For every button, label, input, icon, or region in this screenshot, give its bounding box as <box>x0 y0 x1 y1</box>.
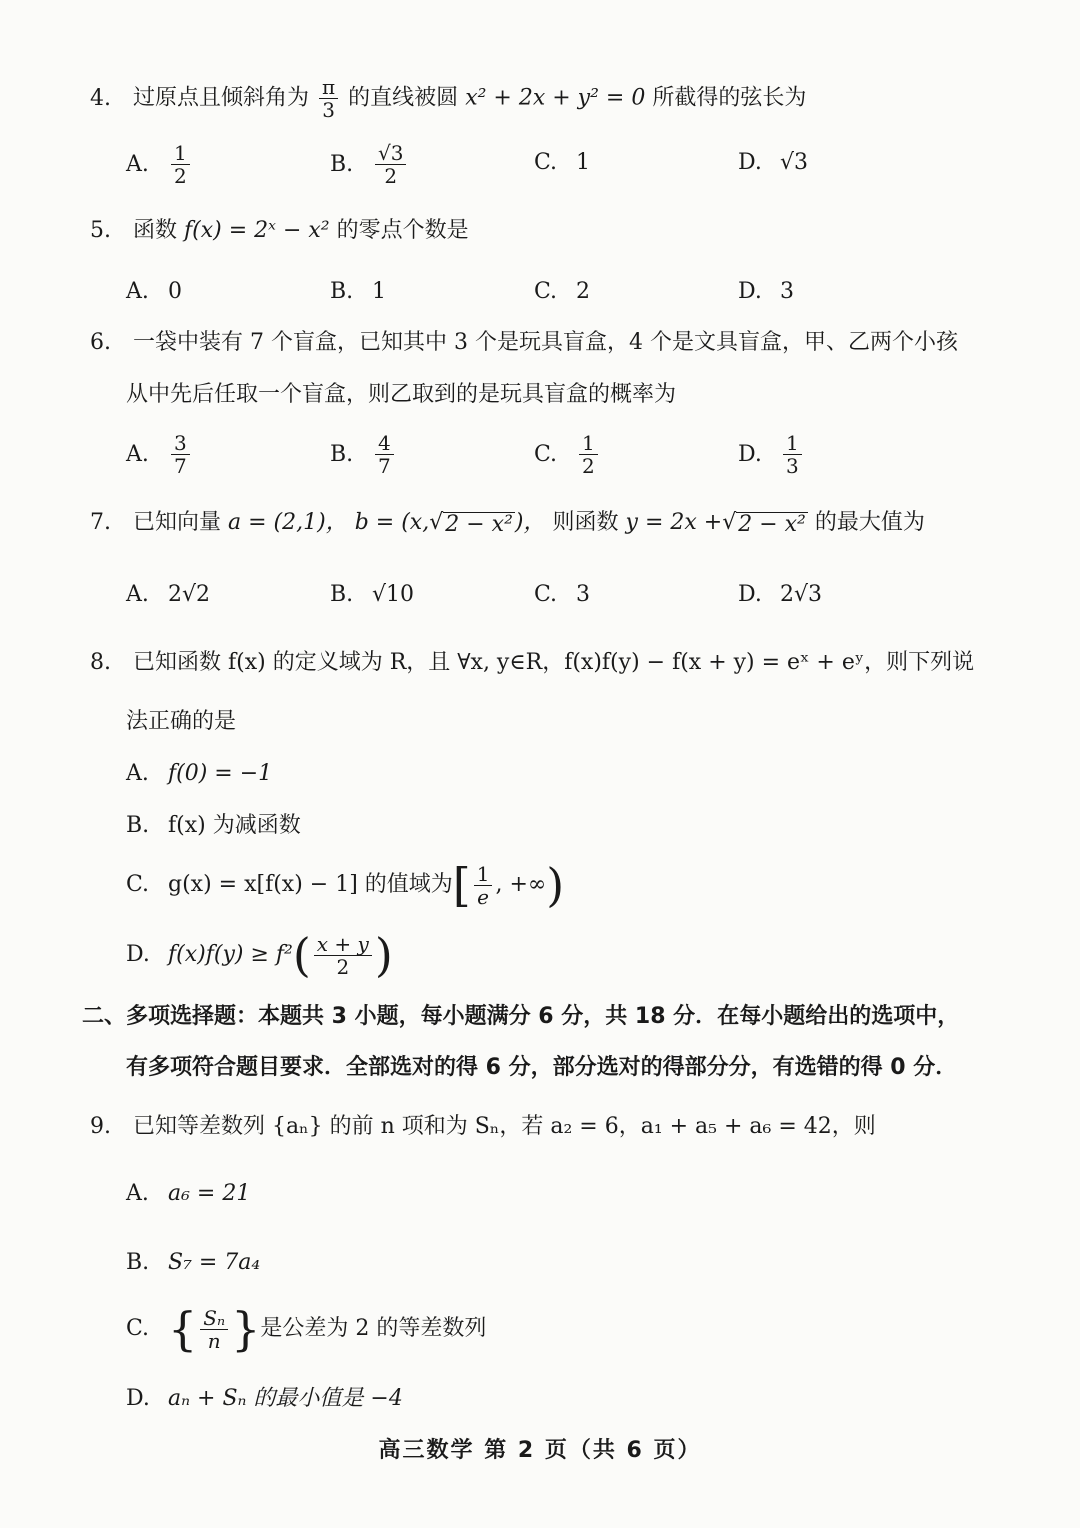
option-label: B. <box>126 1250 150 1275</box>
option-label: D. <box>126 942 150 967</box>
vector-b-start: b = (x, <box>354 510 430 535</box>
option-text: f(x)f(y) ≥ f² <box>168 942 293 967</box>
option-4d <box>738 148 808 178</box>
question-stem-part: 则函数 <box>552 510 619 535</box>
option-text: 2√2 <box>168 582 211 607</box>
sqrt-expression: √ 2 − x² <box>429 509 513 537</box>
function-start: y = 2x + <box>625 510 723 535</box>
option-label: B. <box>330 151 354 177</box>
option-text: f(x) 为减函数 <box>168 813 301 838</box>
option-text: √10 <box>372 582 415 607</box>
left-bracket: [ <box>452 858 471 912</box>
left-paren: ( <box>292 928 311 982</box>
fraction-denominator: 7 <box>378 454 391 478</box>
question-number: 6. <box>90 330 111 355</box>
option-4c <box>534 148 590 178</box>
question-number: 4. <box>90 85 111 111</box>
option-fraction <box>314 933 372 978</box>
option-8a <box>126 759 272 789</box>
fraction-denominator: 2 <box>582 454 595 478</box>
option-label: D. <box>738 279 762 304</box>
question-9 <box>90 1112 876 1142</box>
option-5a <box>126 277 182 307</box>
option-text: √3 <box>780 150 809 175</box>
option-label: A. <box>126 441 149 467</box>
fraction-numerator: 1 <box>474 863 493 886</box>
option-fraction <box>579 432 598 477</box>
right-paren: ) <box>546 858 565 912</box>
question-number: 5. <box>90 218 111 243</box>
option-label: A. <box>126 761 149 786</box>
option-text: 2√3 <box>780 582 823 607</box>
option-5b <box>330 277 386 307</box>
option-9d <box>126 1384 403 1414</box>
fraction-denominator: 3 <box>786 454 799 478</box>
option-4a <box>126 142 193 187</box>
option-fraction <box>375 432 394 477</box>
question-8-continuation: 法正确的是 <box>126 709 237 734</box>
question-6-continuation: 从中先后任取一个盲盒，则乙取到的是玩具盲盒的概率为 <box>126 382 677 407</box>
option-text: aₙ + Sₙ 的最小值是 −4 <box>168 1386 403 1411</box>
question-stem: 一袋中装有 7 个盲盒，已知其中 3 个是玩具盲盒，4 个是文具盲盒，甲、乙两个小孩 <box>133 330 958 355</box>
option-label: D. <box>738 441 762 467</box>
left-brace: { <box>168 1302 198 1356</box>
option-label: D. <box>738 150 762 175</box>
page-footer: 高三数学 第 2 页（共 6 页） <box>378 1438 702 1463</box>
option-label: C. <box>534 150 558 175</box>
option-label: A. <box>126 1181 149 1206</box>
option-text: 3 <box>780 279 794 304</box>
fraction-pi-over-3 <box>319 76 338 121</box>
question-stem: 已知函数 f(x) 的定义域为 R，且 ∀x, y∈R，f(x)f(y) − f(x + y) = eˣ + eʸ，则下列说 <box>133 650 975 675</box>
question-stem-part: 的最大值为 <box>814 510 925 535</box>
option-label: A. <box>126 279 149 304</box>
question-number: 9. <box>90 1114 111 1139</box>
question-7 <box>90 508 925 538</box>
fraction-numerator: 3 <box>171 432 190 455</box>
option-label: C. <box>534 441 558 467</box>
option-label: C. <box>126 872 150 897</box>
vector-b-end: )， <box>514 510 546 535</box>
option-6a <box>126 432 193 477</box>
option-fraction <box>171 142 190 187</box>
option-5c <box>534 277 590 307</box>
option-label: B. <box>126 813 150 838</box>
option-text: 1 <box>576 150 590 175</box>
option-9c <box>126 1302 487 1356</box>
question-8 <box>90 648 974 678</box>
radicand: 2 − x² <box>738 511 806 537</box>
option-8b <box>126 811 301 841</box>
question-stem: 已知等差数列 {aₙ} 的前 n 项和为 Sₙ，若 a₂ = 6，a₁ + a₅ + a₆ = 42，则 <box>133 1114 876 1139</box>
fraction-numerator: x + y <box>314 933 372 956</box>
question-5 <box>90 216 469 246</box>
option-text: 3 <box>576 582 590 607</box>
option-6c <box>534 432 601 477</box>
question-4 <box>90 76 806 121</box>
option-7a <box>126 580 210 610</box>
option-fraction <box>171 432 190 477</box>
fraction-denominator: 2 <box>336 954 350 979</box>
fraction-denominator: 3 <box>322 98 335 122</box>
option-5d <box>738 277 794 307</box>
option-text: 0 <box>168 279 182 304</box>
fraction-numerator: 1 <box>579 432 598 455</box>
option-label: A. <box>126 582 149 607</box>
sqrt-expression: √ 2 − x² <box>722 509 806 537</box>
option-label: C. <box>126 1316 150 1341</box>
option-text: 是公差为 2 的等差数列 <box>260 1316 487 1341</box>
option-text: a₆ = 21 <box>168 1181 251 1206</box>
option-label: D. <box>738 582 762 607</box>
fraction-numerator: 1 <box>171 142 190 165</box>
question-stem-part: 所截得的弦长为 <box>652 85 807 111</box>
option-fraction <box>474 863 493 908</box>
option-8c <box>126 858 565 912</box>
radicand: 2 − x² <box>445 511 513 537</box>
question-stem-part: 函数 <box>133 218 178 243</box>
section-header-line-1: 二、多项选择题：本题共 3 小题，每小题满分 6 分，共 18 分．在每小题给出的选项中， <box>82 1004 960 1029</box>
fraction-numerator: 1 <box>783 432 802 455</box>
option-label: C. <box>534 279 558 304</box>
option-9b <box>126 1248 260 1278</box>
option-fraction <box>200 1307 228 1352</box>
option-fraction <box>375 142 406 187</box>
option-7b <box>330 580 414 610</box>
option-7d <box>738 580 822 610</box>
option-label: B. <box>330 582 354 607</box>
fraction-numerator: π <box>319 76 338 99</box>
fraction-denominator: n <box>207 1328 221 1353</box>
question-number: 8. <box>90 650 111 675</box>
option-text: g(x) = x[f(x) − 1] 的值域为 <box>168 872 453 897</box>
vector-a: a = (2,1)， <box>228 510 348 535</box>
question-stem-part: 过原点且倾斜角为 <box>133 85 310 111</box>
option-6b <box>330 432 397 477</box>
option-label: B. <box>330 441 354 467</box>
fraction-denominator: 2 <box>384 164 398 188</box>
question-stem-part: 已知向量 <box>133 510 222 535</box>
function-expression: f(x) = 2ˣ − x² <box>184 218 330 243</box>
question-number: 7. <box>90 510 111 535</box>
option-label: D. <box>126 1386 150 1411</box>
fraction-denominator: 2 <box>174 164 187 188</box>
option-text: 1 <box>372 279 386 304</box>
interval-end: , +∞ <box>495 872 547 897</box>
question-stem-part: 的直线被圆 <box>348 85 459 111</box>
circle-equation: x² + 2x + y² = 0 <box>465 85 646 111</box>
option-4b <box>330 142 409 187</box>
fraction-denominator: e <box>477 884 490 909</box>
question-6 <box>90 328 958 358</box>
right-brace: } <box>231 1302 261 1356</box>
option-7c <box>534 580 590 610</box>
option-text: f(0) = −1 <box>168 761 273 786</box>
option-9a <box>126 1179 250 1209</box>
fraction-numerator: Sₙ <box>200 1307 228 1330</box>
question-stem-part: 的零点个数是 <box>336 218 469 243</box>
option-text: 2 <box>576 279 590 304</box>
section-header-line-2: 有多项符合题目要求．全部选对的得 6 分，部分选对的得部分分，有选错的得 0 分． <box>126 1055 958 1080</box>
fraction-numerator: √3 <box>375 142 406 165</box>
option-8d <box>126 928 393 982</box>
option-label: C. <box>534 582 558 607</box>
fraction-denominator: 7 <box>174 454 187 478</box>
option-label: B. <box>330 279 354 304</box>
option-label: A. <box>126 151 149 177</box>
right-paren: ) <box>374 928 393 982</box>
option-fraction <box>783 432 802 477</box>
fraction-numerator: 4 <box>375 432 394 455</box>
option-6d <box>738 432 805 477</box>
option-text: S₇ = 7a₄ <box>168 1250 261 1275</box>
